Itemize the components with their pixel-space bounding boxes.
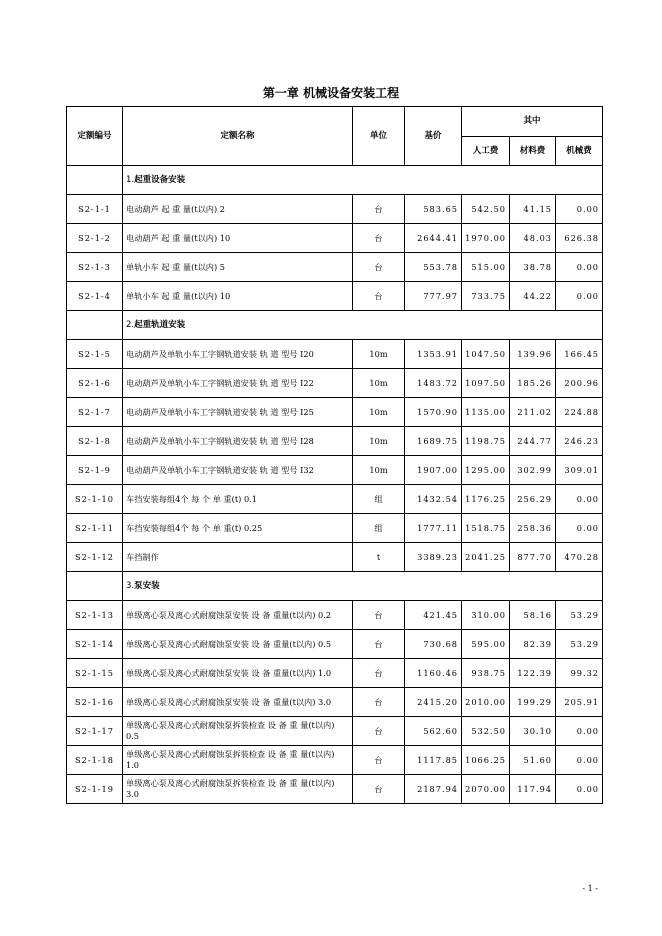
quota-name: 单轨小车 起 重 量(t以内) 5 [123, 253, 353, 282]
section-title: 起重轨道安装 [134, 319, 186, 330]
material-cost: 244.77 [510, 427, 556, 456]
machine-cost: 205.91 [556, 688, 603, 717]
quota-code: S2-1-6 [67, 369, 123, 398]
material-cost: 199.29 [510, 688, 556, 717]
base-price: 1117.85 [405, 746, 462, 775]
unit-cell: 台 [353, 253, 405, 282]
labor-cost: 1176.25 [462, 485, 510, 514]
base-price: 1160.46 [405, 659, 462, 688]
header-unit: 单位 [353, 107, 405, 166]
machine-cost: 470.28 [556, 543, 603, 572]
quota-code: S2-1-14 [67, 630, 123, 659]
quota-code: S2-1-1 [67, 195, 123, 224]
machine-cost: 166.45 [556, 340, 603, 369]
quota-name: 电动葫芦 起 重 量(t以内) 10 [123, 224, 353, 253]
material-cost: 38.78 [510, 253, 556, 282]
quota-code: S2-1-13 [67, 601, 123, 630]
unit-cell: 台 [353, 688, 405, 717]
unit-cell: 10m [353, 398, 405, 427]
unit-cell: 台 [353, 630, 405, 659]
machine-cost: 0.00 [556, 282, 603, 311]
base-price: 1353.91 [405, 340, 462, 369]
machine-cost: 0.00 [556, 717, 603, 746]
quota-name: 单级离心泵及离心式耐腐蚀泵拆装检查 设 备 重 量(t以内) 1.0 [123, 746, 353, 775]
quota-name: 电动葫芦及单轨小车工字钢轨道安装 轨 道 型号 I28 [123, 427, 353, 456]
material-cost: 877.70 [510, 543, 556, 572]
base-price: 553.78 [405, 253, 462, 282]
quota-name: 单级离心泵及离心式耐腐蚀泵安装 设 备 重量(t以内) 3.0 [123, 688, 353, 717]
labor-cost: 542.50 [462, 195, 510, 224]
material-cost: 139.96 [510, 340, 556, 369]
labor-cost: 733.75 [462, 282, 510, 311]
table-row [67, 601, 603, 630]
material-cost: 30.10 [510, 717, 556, 746]
labor-cost: 1135.00 [462, 398, 510, 427]
quota-code: S2-1-4 [67, 282, 123, 311]
quota-code: S2-1-19 [67, 775, 123, 804]
quota-code: S2-1-3 [67, 253, 123, 282]
quota-name: 电动葫芦及单轨小车工字钢轨道安装 轨 道 型号 I22 [123, 369, 353, 398]
quota-code: S2-1-18 [67, 746, 123, 775]
quota-name: 单级离心泵及离心式耐腐蚀泵安装 设 备 重量(t以内) 1.0 [123, 659, 353, 688]
base-price: 730.68 [405, 630, 462, 659]
table-row [67, 630, 603, 659]
unit-cell: 台 [353, 775, 405, 804]
table-row [67, 195, 603, 224]
unit-cell: t [353, 543, 405, 572]
quota-name: 车挡制作 [123, 543, 353, 572]
base-price: 583.65 [405, 195, 462, 224]
machine-cost: 0.00 [556, 195, 603, 224]
unit-cell: 台 [353, 224, 405, 253]
header-machine: 机械费 [556, 137, 603, 166]
material-cost: 58.16 [510, 601, 556, 630]
table-row [67, 427, 603, 456]
machine-cost: 224.88 [556, 398, 603, 427]
table-row [67, 775, 603, 804]
quota-name: 电动葫芦及单轨小车工字钢轨道安装 轨 道 型号 I20 [123, 340, 353, 369]
labor-cost: 1970.00 [462, 224, 510, 253]
header-labor: 人工费 [462, 137, 510, 166]
section-code-cell [67, 311, 123, 340]
table-row [67, 398, 603, 427]
material-cost: 44.22 [510, 282, 556, 311]
quota-name: 单级离心泵及离心式耐腐蚀泵拆装检查 设 备 重 量(t以内) 0.5 [123, 717, 353, 746]
table-row [67, 456, 603, 485]
header-group: 其中 [462, 107, 603, 137]
table-row [67, 659, 603, 688]
machine-cost: 0.00 [556, 775, 603, 804]
base-price: 777.97 [405, 282, 462, 311]
quota-name: 单级离心泵及离心式耐腐蚀泵拆装检查 设 备 重 量(t以内) 3.0 [123, 775, 353, 804]
quota-code: S2-1-12 [67, 543, 123, 572]
machine-cost: 53.29 [556, 601, 603, 630]
machine-cost: 309.01 [556, 456, 603, 485]
unit-cell: 台 [353, 195, 405, 224]
material-cost: 258.36 [510, 514, 556, 543]
material-cost: 122.39 [510, 659, 556, 688]
quota-code: S2-1-10 [67, 485, 123, 514]
unit-cell: 台 [353, 282, 405, 311]
header-material: 材料费 [510, 137, 556, 166]
unit-cell: 台 [353, 717, 405, 746]
section-row [67, 166, 603, 195]
unit-cell: 10m [353, 456, 405, 485]
table-row [67, 369, 603, 398]
quota-code: S2-1-16 [67, 688, 123, 717]
quota-code: S2-1-7 [67, 398, 123, 427]
labor-cost: 1198.75 [462, 427, 510, 456]
quota-code: S2-1-9 [67, 456, 123, 485]
section-title: 泵安装 [134, 580, 160, 591]
section-title-cell [123, 572, 603, 601]
unit-cell: 10m [353, 340, 405, 369]
quota-code: S2-1-15 [67, 659, 123, 688]
labor-cost: 2041.25 [462, 543, 510, 572]
base-price: 1432.54 [405, 485, 462, 514]
table-row [67, 340, 603, 369]
section-number: 2. [126, 319, 135, 330]
header-base: 基价 [405, 107, 462, 166]
quota-name: 电动葫芦及单轨小车工字钢轨道安装 轨 道 型号 I25 [123, 398, 353, 427]
material-cost: 211.02 [510, 398, 556, 427]
machine-cost: 99.32 [556, 659, 603, 688]
table-row [67, 717, 603, 746]
quota-name: 单级离心泵及离心式耐腐蚀泵安装 设 备 重量(t以内) 0.2 [123, 601, 353, 630]
quota-name: 电动葫芦及单轨小车工字钢轨道安装 轨 道 型号 I32 [123, 456, 353, 485]
base-price: 2644.41 [405, 224, 462, 253]
quota-code: S2-1-8 [67, 427, 123, 456]
base-price: 1570.90 [405, 398, 462, 427]
machine-cost: 200.96 [556, 369, 603, 398]
section-title: 起重设备安装 [134, 174, 186, 185]
unit-cell: 10m [353, 369, 405, 398]
base-price: 562.60 [405, 717, 462, 746]
machine-cost: 0.00 [556, 746, 603, 775]
unit-cell: 组 [353, 514, 405, 543]
material-cost: 256.29 [510, 485, 556, 514]
quota-name: 电动葫芦 起 重 量(t以内) 2 [123, 195, 353, 224]
base-price: 1689.75 [405, 427, 462, 456]
quota-name: 车挡安装每组4个 每 个 单 重(t) 0.1 [123, 485, 353, 514]
labor-cost: 2010.00 [462, 688, 510, 717]
material-cost: 185.26 [510, 369, 556, 398]
base-price: 421.45 [405, 601, 462, 630]
unit-cell: 组 [353, 485, 405, 514]
machine-cost: 53.29 [556, 630, 603, 659]
section-title-cell [123, 311, 603, 340]
unit-cell: 10m [353, 427, 405, 456]
machine-cost: 0.00 [556, 253, 603, 282]
labor-cost: 1097.50 [462, 369, 510, 398]
table-row [67, 746, 603, 775]
section-number: 1. [126, 174, 135, 185]
base-price: 2187.94 [405, 775, 462, 804]
base-price: 1907.00 [405, 456, 462, 485]
header-code: 定额编号 [67, 107, 123, 166]
labor-cost: 532.50 [462, 717, 510, 746]
table-row [67, 688, 603, 717]
labor-cost: 1518.75 [462, 514, 510, 543]
labor-cost: 1066.25 [462, 746, 510, 775]
material-cost: 48.03 [510, 224, 556, 253]
unit-cell: 台 [353, 659, 405, 688]
base-price: 1777.11 [405, 514, 462, 543]
base-price: 2415.20 [405, 688, 462, 717]
quota-code: S2-1-2 [67, 224, 123, 253]
page-title: 第一章 机械设备安装工程 [262, 86, 400, 100]
header-name: 定额名称 [123, 107, 353, 166]
header-row [67, 107, 603, 137]
section-row [67, 572, 603, 601]
unit-cell: 台 [353, 601, 405, 630]
labor-cost: 310.00 [462, 601, 510, 630]
machine-cost: 626.38 [556, 224, 603, 253]
quota-name: 单级离心泵及离心式耐腐蚀泵安装 设 备 重量(t以内) 0.5 [123, 630, 353, 659]
section-code-cell [67, 572, 123, 601]
base-price: 1483.72 [405, 369, 462, 398]
unit-cell: 台 [353, 746, 405, 775]
labor-cost: 1295.00 [462, 456, 510, 485]
quota-code: S2-1-11 [67, 514, 123, 543]
base-price: 3389.23 [405, 543, 462, 572]
quota-name: 车挡安装每组4个 每 个 单 重(t) 0.25 [123, 514, 353, 543]
table-row [67, 282, 603, 311]
labor-cost: 1047.50 [462, 340, 510, 369]
quota-code: S2-1-17 [67, 717, 123, 746]
quota-name: 单轨小车 起 重 量(t以内) 10 [123, 282, 353, 311]
section-row [67, 311, 603, 340]
material-cost: 82.39 [510, 630, 556, 659]
machine-cost: 0.00 [556, 485, 603, 514]
material-cost: 302.99 [510, 456, 556, 485]
material-cost: 51.60 [510, 746, 556, 775]
table-row [67, 485, 603, 514]
labor-cost: 938.75 [462, 659, 510, 688]
machine-cost: 0.00 [556, 514, 603, 543]
labor-cost: 2070.00 [462, 775, 510, 804]
machine-cost: 246.23 [556, 427, 603, 456]
section-number: 3. [126, 580, 135, 591]
material-cost: 117.94 [510, 775, 556, 804]
labor-cost: 595.00 [462, 630, 510, 659]
table-row [67, 514, 603, 543]
table-row [67, 543, 603, 572]
labor-cost: 515.00 [462, 253, 510, 282]
section-code-cell [67, 166, 123, 195]
page-number: - 1 - [582, 884, 598, 893]
quota-table [66, 106, 603, 804]
table-row [67, 224, 603, 253]
table-row [67, 253, 603, 282]
table-body [67, 107, 603, 804]
section-title-cell [123, 166, 603, 195]
material-cost: 41.15 [510, 195, 556, 224]
quota-code: S2-1-5 [67, 340, 123, 369]
